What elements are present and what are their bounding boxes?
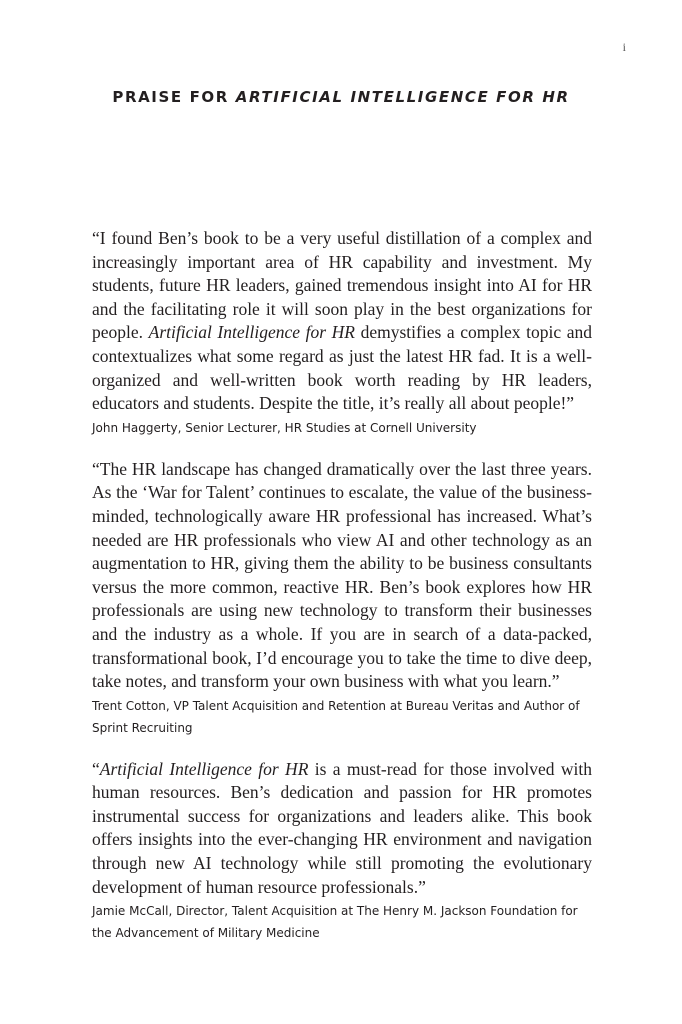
quote-text-segment: “I found Ben’s book to be a very useful distillation of a complex and increasingly important area of HR capability and investment. My students, future HR leaders, gained tremendous insight into AI for HR and the facilitating role it will soon play in the best organizations for people.	[92, 228, 592, 343]
heading-book-title: ARTIFICIAL INTELLIGENCE FOR HR	[235, 88, 570, 106]
quote-text-segment: “The HR landscape has changed dramatically over the last three years. As the ‘War for Talent’ continues to escalate, the value of the business-minded, technologically aware HR professional has increased. What’s needed are HR professionals who view AI and other technology as an augmentation to HR, giving them the ability to be business consultants versus the more common, reactive HR. Ben’s book explores how HR professionals are using new technology to transform their businesses and the industry as a whole. If you are in search of a data-packed, transformational book, I’d encourage you to take the time to dive deep, take notes, and transform your own business with what you learn.”	[92, 458, 592, 692]
quote-text	[92, 758, 592, 900]
page-heading	[0, 88, 682, 106]
quote-attribution: Trent Cotton, VP Talent Acquisition and Retention at Bureau Veritas and Author of Sprint Recruiting	[92, 698, 580, 735]
quote-attribution: John Haggerty, Senior Lecturer, HR Studies at Cornell University	[92, 420, 477, 435]
praise-quotes	[92, 227, 592, 963]
quote-book-title: Artificial Intelligence for HR	[148, 322, 355, 343]
quote-text-segment: demystifies a complex topic and contextualizes what some regard as just the latest HR fad. It is a well-organized and well-written book worth reading by HR leaders, educators and students. Despite the title, it’s really all about people!”	[92, 322, 592, 414]
quote-text	[92, 458, 592, 694]
heading-prefix: PRAISE FOR	[112, 88, 236, 106]
quote-text-segment: “	[92, 758, 100, 779]
quote-attribution: Jamie McCall, Director, Talent Acquisition at The Henry M. Jackson Foundation for the Advancement of Military Medicine	[92, 904, 578, 941]
quote-text	[92, 227, 592, 416]
quote-book-title: Artificial Intelligence for HR	[99, 758, 309, 779]
quote-block	[92, 227, 592, 439]
quote-block	[92, 458, 592, 739]
quote-block	[92, 758, 592, 945]
quote-text-segment: is a must-read for those involved with human resources. Ben’s dedication and passion for HR promotes instrumental success for organizations and leaders alike. This book offers insights into the ever-changing HR environment and navigation through new AI technology while still promoting the evolutionary development of human resource professionals.”	[92, 758, 592, 897]
page-number: i	[622, 40, 626, 54]
